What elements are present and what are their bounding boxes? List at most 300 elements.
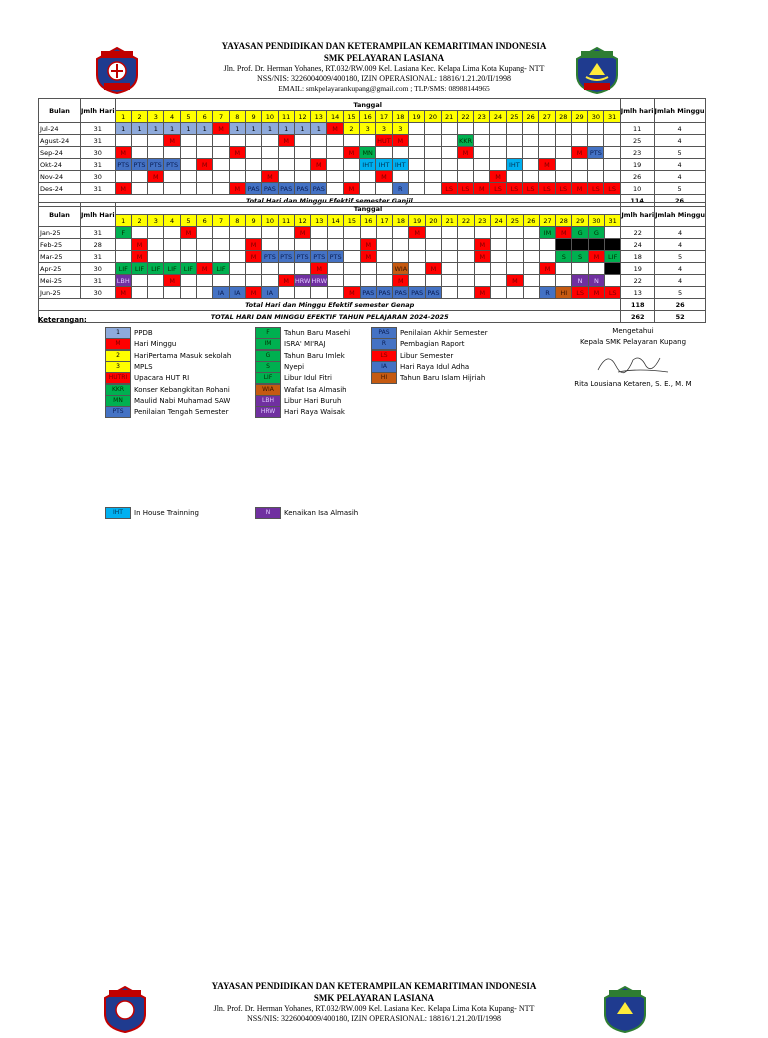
day-cell <box>115 239 131 251</box>
day-cell <box>327 159 343 171</box>
legend-title: Keterangan: <box>38 316 87 324</box>
footer-school-name: SMK PELAYARAN LASIANA <box>313 993 435 1003</box>
day-cell <box>490 135 506 147</box>
day-cell <box>588 239 604 251</box>
legend-label: Pembagian Raport <box>400 340 465 349</box>
day-cell: LIF <box>180 263 196 275</box>
effective-days: 22 <box>621 227 655 239</box>
day-cell: M <box>148 171 164 183</box>
day-cell: M <box>180 227 196 239</box>
day-cell <box>213 159 229 171</box>
day-cell <box>605 239 621 251</box>
day-cell <box>605 263 621 275</box>
month-days: 30 <box>81 171 116 183</box>
day-cell: IHT <box>360 159 376 171</box>
day-header: 9 <box>245 111 261 123</box>
day-cell <box>490 275 506 287</box>
school-name: SMK PELAYARAN LASIANA <box>323 53 445 63</box>
day-cell: HRW <box>311 276 327 285</box>
day-cell <box>344 275 360 287</box>
day-cell: 2 <box>343 123 359 135</box>
day-cell <box>131 287 147 299</box>
day-cell: PTS <box>294 251 311 263</box>
calendar-semester-genap <box>38 202 706 323</box>
day-cell <box>539 251 555 263</box>
table-row <box>39 275 706 287</box>
day-cell <box>164 147 180 159</box>
legend-item <box>255 395 341 407</box>
day-cell: PAS <box>393 287 409 299</box>
day-cell: M <box>278 275 294 287</box>
effective-weeks: 4 <box>654 123 705 135</box>
day-cell <box>409 275 425 287</box>
day-cell <box>262 239 278 251</box>
month-days: 30 <box>81 287 116 299</box>
day-cell: M <box>229 183 245 195</box>
day-cell <box>197 251 213 263</box>
day-cell <box>539 171 555 183</box>
day-cell <box>458 263 474 275</box>
legend-swatch: KKR <box>105 384 131 396</box>
legend-swatch: LBH <box>255 395 281 407</box>
day-cell: LS <box>457 183 473 195</box>
day-cell <box>164 183 180 195</box>
day-cell: PTS <box>311 251 328 263</box>
day-cell <box>457 159 473 171</box>
month-name: Okt-24 <box>39 159 81 171</box>
day-cell <box>131 275 147 287</box>
table-row <box>39 227 706 239</box>
day-cell <box>245 171 261 183</box>
day-cell <box>523 135 539 147</box>
day-header: 17 <box>376 215 392 227</box>
day-cell <box>490 287 506 299</box>
day-cell <box>474 123 490 135</box>
day-cell <box>360 171 376 183</box>
day-cell <box>213 275 229 287</box>
day-cell <box>197 227 213 239</box>
day-header: 29 <box>571 111 587 123</box>
day-cell <box>180 135 196 147</box>
month-name: Mar-25 <box>39 251 81 263</box>
month-name: Jan-25 <box>39 227 81 239</box>
day-cell <box>229 135 245 147</box>
day-cell: M <box>213 123 229 135</box>
day-cell <box>605 275 621 287</box>
day-cell: M <box>278 135 294 147</box>
legend-swatch: MN <box>105 395 131 407</box>
day-cell: M <box>360 251 376 263</box>
day-header: 18 <box>392 111 408 123</box>
day-cell: WIA <box>394 264 408 273</box>
day-cell: M <box>131 239 147 251</box>
day-header: 24 <box>490 215 506 227</box>
legend-swatch: IHT <box>105 507 131 519</box>
day-header: 22 <box>458 215 474 227</box>
day-cell: PAS <box>262 183 278 195</box>
month-name: Nov-24 <box>39 171 81 183</box>
day-header: 8 <box>229 111 245 123</box>
day-header: 15 <box>343 111 359 123</box>
day-cell: PAS <box>294 183 310 195</box>
day-header: 19 <box>408 111 424 123</box>
day-cell <box>213 171 229 183</box>
day-cell <box>360 183 376 195</box>
effective-weeks: 4 <box>654 135 705 147</box>
day-cell <box>458 287 474 299</box>
day-header: 30 <box>588 111 604 123</box>
address: Jln. Prof. Dr. Herman Yohanes, RT.032/RW.009 Kel. Lasiana Kec. Kelapa Lima Kota Kupang- NTT <box>223 64 545 73</box>
day-cell: M <box>343 183 359 195</box>
day-cell: M <box>425 263 441 275</box>
calendar-semester-ganjil <box>38 98 706 207</box>
day-header: 14 <box>328 215 344 227</box>
day-header: 27 <box>539 111 555 123</box>
col-header-jmlh-minggu: Jmlah Minggu <box>655 203 706 227</box>
day-header: 10 <box>262 215 278 227</box>
legend-swatch: M <box>105 338 131 350</box>
day-cell <box>213 135 229 147</box>
day-cell <box>409 251 425 263</box>
month-days: 28 <box>81 239 116 251</box>
effective-weeks: 4 <box>654 171 705 183</box>
day-cell <box>115 135 131 147</box>
month-name: Jul-24 <box>39 123 81 135</box>
letterhead <box>0 40 768 94</box>
day-cell <box>539 275 555 287</box>
day-cell <box>197 135 213 147</box>
day-cell <box>245 147 261 159</box>
day-cell <box>327 135 343 147</box>
col-header-tanggal: Tanggal <box>115 203 621 215</box>
day-cell: M <box>311 159 327 171</box>
day-cell: 1 <box>311 123 327 135</box>
day-cell <box>245 227 261 239</box>
day-cell <box>604 159 620 171</box>
day-cell: M <box>490 171 506 183</box>
day-header: 16 <box>360 111 376 123</box>
day-cell: M <box>474 251 490 263</box>
effective-days: 13 <box>621 287 655 299</box>
day-cell <box>376 275 392 287</box>
table-row <box>39 251 706 263</box>
day-cell <box>408 147 424 159</box>
day-cell <box>506 171 522 183</box>
day-header: 13 <box>311 111 327 123</box>
legend-swatch: IA <box>371 361 397 373</box>
legend-label: Libur Hari Buruh <box>284 396 342 405</box>
legend-swatch: PTS <box>105 406 131 418</box>
day-cell: M <box>507 275 523 287</box>
semester-total-weeks: 26 <box>654 195 705 207</box>
day-cell: M <box>474 183 490 195</box>
day-cell <box>425 147 441 159</box>
day-cell <box>328 263 344 275</box>
day-cell <box>556 263 572 275</box>
day-cell <box>360 227 376 239</box>
day-cell <box>393 239 409 251</box>
effective-weeks: 4 <box>655 227 706 239</box>
day-cell: M <box>245 239 261 251</box>
day-cell <box>457 171 473 183</box>
day-cell <box>213 183 229 195</box>
day-cell <box>588 171 604 183</box>
day-cell <box>539 135 555 147</box>
signature-image <box>588 348 678 378</box>
effective-weeks: 5 <box>655 251 706 263</box>
table-row <box>39 263 706 275</box>
day-cell: LS <box>490 183 506 195</box>
day-cell: M <box>474 287 490 299</box>
day-cell <box>523 227 539 239</box>
day-cell <box>490 239 506 251</box>
day-header: 29 <box>572 215 588 227</box>
day-cell <box>442 227 458 239</box>
day-cell: IM <box>539 227 555 239</box>
day-header: 1 <box>115 111 131 123</box>
day-cell <box>262 159 278 171</box>
legend-item <box>255 507 358 519</box>
day-cell: M <box>457 147 473 159</box>
day-cell <box>555 147 571 159</box>
day-cell <box>392 147 408 159</box>
day-cell <box>458 227 474 239</box>
day-cell: 1 <box>197 123 213 135</box>
day-cell: G <box>588 227 604 239</box>
day-cell: M <box>344 287 360 299</box>
day-header: 3 <box>148 215 164 227</box>
legend-swatch: 1 <box>105 327 131 339</box>
table-row <box>39 135 706 147</box>
day-cell: M <box>343 147 359 159</box>
footer-nss-line: NSS/NIS: 3226004009/400180, IZIN OPERASIONAL: 18816/1.21.20/II/1998 <box>246 1014 501 1023</box>
day-header: 2 <box>131 215 147 227</box>
day-cell <box>507 239 523 251</box>
day-cell <box>441 159 457 171</box>
day-cell <box>164 287 180 299</box>
day-cell: LS <box>555 183 571 195</box>
legend-swatch: WIA <box>255 384 281 396</box>
day-cell <box>458 275 474 287</box>
day-cell: S <box>572 251 588 263</box>
day-cell: PAS <box>311 183 327 195</box>
day-cell <box>556 239 572 251</box>
legend-swatch: LIF <box>255 372 281 384</box>
day-header: 22 <box>457 111 473 123</box>
day-cell <box>164 171 180 183</box>
day-cell <box>604 123 620 135</box>
day-cell <box>229 171 245 183</box>
day-cell <box>262 135 278 147</box>
legend-item <box>371 350 453 362</box>
day-header: 17 <box>376 111 392 123</box>
day-cell <box>327 147 343 159</box>
day-cell <box>229 227 245 239</box>
day-cell <box>131 183 147 195</box>
day-cell: M <box>164 135 180 147</box>
col-header-jmlh-hari-efektif: Jmlh hari <box>620 99 654 123</box>
day-cell <box>245 159 261 171</box>
day-cell <box>507 287 523 299</box>
day-cell <box>148 251 164 263</box>
day-cell <box>506 123 522 135</box>
grand-total-weeks: 52 <box>655 311 706 323</box>
day-cell <box>278 263 294 275</box>
day-cell <box>490 147 506 159</box>
day-cell <box>294 263 311 275</box>
day-cell <box>474 135 490 147</box>
day-cell <box>523 159 539 171</box>
day-cell <box>278 239 294 251</box>
day-cell: LS <box>441 183 457 195</box>
nss-line: NSS/NIS: 3226004009/400180, IZIN OPERASIONAL: 18816/1.21.20/II/1998 <box>256 74 511 83</box>
table-row <box>39 159 706 171</box>
day-header: 28 <box>555 111 571 123</box>
day-cell <box>506 135 522 147</box>
col-header-jmlh-hari: Jmlh Hari <box>81 99 116 123</box>
legend-label: Hari Raya Idul Adha <box>400 362 470 371</box>
grand-total-label: TOTAL HARI DAN MINGGU EFEKTIF TAHUN PELAJARAN 2024-2025 <box>39 311 621 323</box>
day-header: 7 <box>213 111 229 123</box>
day-cell <box>490 251 506 263</box>
day-header: 25 <box>506 111 522 123</box>
legend-swatch: HI <box>371 372 397 384</box>
day-cell <box>442 287 458 299</box>
legend-label: Konser Kebangkitan Rohani <box>134 385 230 394</box>
day-cell <box>523 171 539 183</box>
day-cell <box>539 147 555 159</box>
day-cell <box>441 147 457 159</box>
day-cell: M <box>588 251 604 263</box>
day-header: 24 <box>490 111 506 123</box>
day-header: 23 <box>474 215 490 227</box>
day-header: 19 <box>409 215 425 227</box>
day-cell: IA <box>262 287 278 299</box>
day-header: 30 <box>588 215 604 227</box>
day-header: 11 <box>278 111 294 123</box>
day-cell: M <box>327 123 343 135</box>
day-header: 6 <box>197 215 213 227</box>
day-cell <box>474 275 490 287</box>
effective-days: 24 <box>621 239 655 251</box>
day-cell: 1 <box>115 123 131 135</box>
day-cell: IA <box>229 287 245 299</box>
day-cell <box>523 239 539 251</box>
day-cell <box>523 287 539 299</box>
day-header: 12 <box>294 215 311 227</box>
sign-mengetahui: Mengetahui <box>612 327 654 335</box>
col-header-jmlh-hari-efektif: Jmlh hari <box>621 203 655 227</box>
day-cell <box>588 263 604 275</box>
month-name: Des-24 <box>39 183 81 195</box>
day-cell: HI <box>556 287 572 299</box>
day-cell: 1 <box>148 123 164 135</box>
day-cell: M <box>376 171 392 183</box>
day-cell <box>344 263 360 275</box>
day-cell <box>442 251 458 263</box>
day-cell: IHT <box>506 159 522 171</box>
day-cell <box>180 183 196 195</box>
day-cell <box>490 227 506 239</box>
day-cell <box>213 227 229 239</box>
day-cell: M <box>262 171 278 183</box>
day-cell: 3 <box>376 123 392 135</box>
day-cell <box>408 159 424 171</box>
day-cell: M <box>571 183 587 195</box>
day-cell: 1 <box>164 123 180 135</box>
day-cell <box>523 251 539 263</box>
day-cell: M <box>392 135 408 147</box>
effective-days: 19 <box>620 159 654 171</box>
day-cell <box>344 251 360 263</box>
day-cell: LS <box>506 183 522 195</box>
legend-item <box>371 338 465 350</box>
day-cell: LS <box>588 183 604 195</box>
effective-days: 19 <box>621 263 655 275</box>
day-cell: LIF <box>115 263 131 275</box>
day-cell <box>604 171 620 183</box>
col-header-jmlh-hari: Jmlh Hari <box>81 203 116 227</box>
day-cell <box>115 251 131 263</box>
day-header: 31 <box>605 215 621 227</box>
semester-total-days: 118 <box>621 299 655 311</box>
day-cell: F <box>115 227 131 239</box>
day-cell <box>311 171 327 183</box>
day-header: 21 <box>442 215 458 227</box>
day-cell <box>555 123 571 135</box>
effective-days: 23 <box>620 147 654 159</box>
day-header: 20 <box>425 215 441 227</box>
legend-item <box>255 372 332 384</box>
col-header-bulan: Bulan <box>39 99 81 123</box>
effective-days: 18 <box>621 251 655 263</box>
grand-total-days: 262 <box>621 311 655 323</box>
day-header: 11 <box>278 215 294 227</box>
table-row <box>39 183 706 195</box>
day-cell <box>262 263 278 275</box>
day-cell: M <box>409 227 425 239</box>
day-cell: LS <box>604 183 620 195</box>
day-cell: LS <box>605 287 621 299</box>
day-cell <box>294 239 311 251</box>
legend-swatch: LS <box>371 350 397 362</box>
day-header: 23 <box>474 111 490 123</box>
effective-days: 11 <box>620 123 654 135</box>
day-cell <box>457 123 473 135</box>
day-cell <box>441 171 457 183</box>
day-cell: M <box>115 183 131 195</box>
day-cell: M <box>164 275 180 287</box>
day-cell <box>180 171 196 183</box>
day-cell: PAS <box>409 287 425 299</box>
footer-letterhead <box>0 980 758 1024</box>
signature-block <box>548 327 718 388</box>
day-cell <box>474 171 490 183</box>
day-cell <box>343 171 359 183</box>
day-cell: M <box>131 251 147 263</box>
day-cell: LS <box>572 287 588 299</box>
day-cell: LS <box>539 183 555 195</box>
day-cell <box>328 227 344 239</box>
day-cell <box>474 147 490 159</box>
semester-total-weeks: 26 <box>655 299 706 311</box>
day-cell <box>425 183 441 195</box>
day-cell <box>164 227 180 239</box>
day-cell <box>197 239 213 251</box>
day-cell <box>311 239 328 251</box>
legend-label: Hari Minggu <box>134 340 177 349</box>
month-days: 30 <box>81 263 116 275</box>
